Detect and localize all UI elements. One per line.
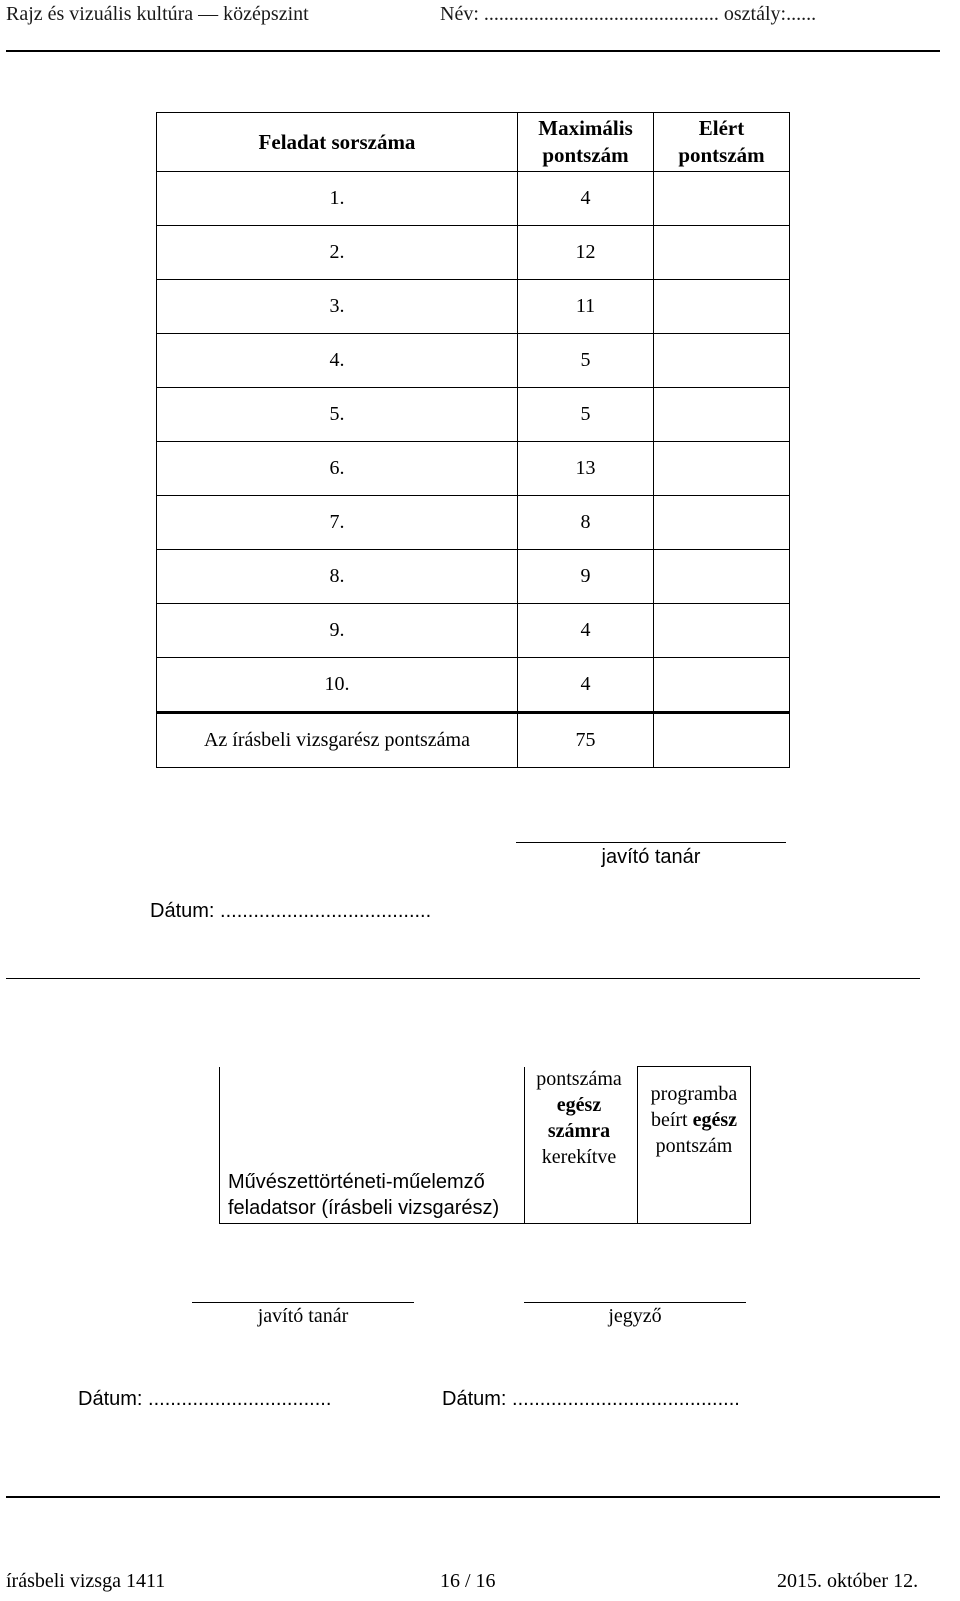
total-row (157, 713, 790, 768)
score-table-header (157, 113, 790, 172)
achieved-cell[interactable] (654, 604, 790, 658)
achieved-cell[interactable] (654, 658, 790, 713)
summary-table (219, 1066, 751, 1224)
footer-rule (6, 1496, 940, 1498)
notary-signature-label: jegyző (608, 1305, 662, 1327)
total-achieved-cell[interactable] (654, 713, 790, 768)
table-row: 8. 9 (157, 550, 790, 604)
page-number: 16 / 16 (440, 1570, 496, 1592)
total-max: 75 (518, 713, 654, 768)
achieved-cell[interactable] (654, 442, 790, 496)
header-task-number: Feladat sorszáma (157, 113, 518, 172)
teacher-signature-label-2: javító tanár (257, 1305, 349, 1327)
summary-row-label: Művészettörténeti-műelemző feladatsor (írásbeli vizsgarész) (220, 1067, 525, 1224)
page-header (0, 0, 960, 52)
table-row: 1. 4 (157, 172, 790, 226)
section-divider (6, 978, 920, 979)
teacher-signature-line-2 (192, 1302, 414, 1303)
notary-signature-line (524, 1302, 746, 1303)
date-field-right: Dátum: ......................................... (442, 1388, 740, 1410)
achieved-cell[interactable] (654, 280, 790, 334)
table-row: 5. 5 (157, 388, 790, 442)
table-row: 10. 4 (157, 658, 790, 713)
entered-points-cell[interactable]: programba beírt egész pontszám (638, 1067, 751, 1224)
table-row: 9. 4 (157, 604, 790, 658)
date-field: Dátum: ...................................... (150, 900, 432, 922)
achieved-cell[interactable] (654, 226, 790, 280)
table-row: 4. 5 (157, 334, 790, 388)
table-row: 6. 13 (157, 442, 790, 496)
exam-code: írásbeli vizsga 1411 (6, 1570, 166, 1592)
teacher-signature-line (516, 842, 786, 843)
header-max-points: Maximális pontszám (518, 113, 654, 172)
exam-date: 2015. október 12. (777, 1570, 919, 1592)
score-table (156, 112, 790, 768)
subject-title: Rajz és vizuális kultúra — középszint (6, 3, 309, 25)
achieved-cell[interactable] (654, 496, 790, 550)
table-row: 3. 11 (157, 280, 790, 334)
header-rule (6, 50, 940, 52)
table-row: 7. 8 (157, 496, 790, 550)
total-label: Az írásbeli vizsgarész pontszáma (157, 713, 518, 768)
achieved-cell[interactable] (654, 172, 790, 226)
achieved-cell[interactable] (654, 388, 790, 442)
achieved-cell[interactable] (654, 334, 790, 388)
student-name-field: Név: ............................................... osztály:...... (440, 3, 817, 25)
rounded-points-cell[interactable] (525, 1067, 638, 1224)
summary-col1-header: pontszáma egész számra kerekítve (536, 1068, 622, 1168)
header-achieved-points: Elért pontszám (654, 113, 790, 172)
teacher-signature-label: javító tanár (601, 846, 701, 868)
date-field-left: Dátum: ................................. (78, 1388, 332, 1410)
achieved-cell[interactable] (654, 550, 790, 604)
table-row: 2. 12 (157, 226, 790, 280)
